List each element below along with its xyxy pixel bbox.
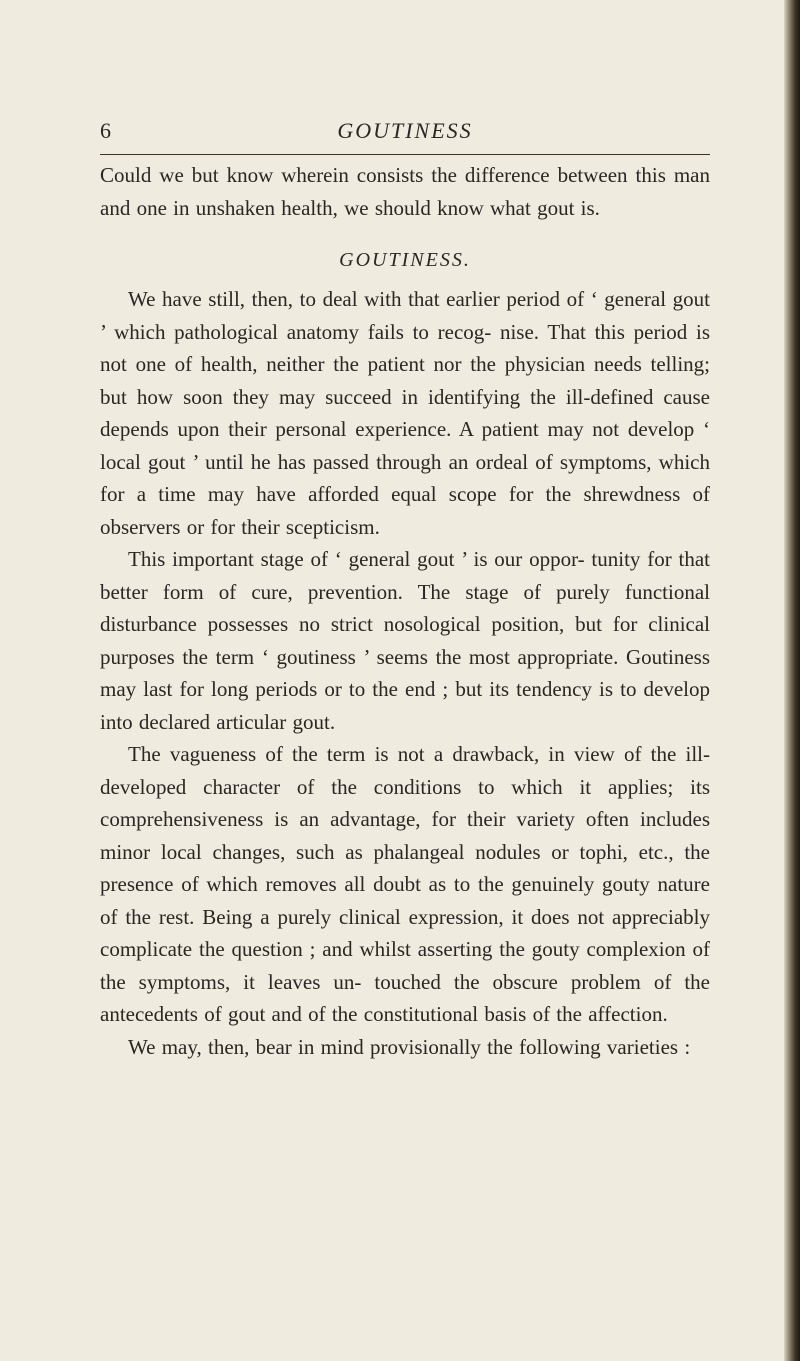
page-number: 6 (100, 118, 111, 143)
body-text (100, 159, 710, 1063)
header-rule (100, 154, 710, 155)
paragraph-4: We may, then, bear in mind provisionally the following varieties : (128, 1034, 691, 1059)
paragraph-2: This important stage of ‘ general gout ’ is our oppor- tunity for that better form of cure, prevention. The stage of purely functional disturbance possesses no strict nosological position, but for clinical purposes the term ‘ goutiness ’ seems the most appropriate. Goutiness may last for long periods or to the end ; but its tendency is to develop into declared articular gout. (100, 547, 710, 734)
page-header (100, 112, 710, 148)
paragraph-1: We have still, then, to deal with that earlier period of ‘ general gout ’ which pathological anatomy fails to recog- nise. That this period is not one of health, neither the patient nor the physician needs telling; but how soon they may succeed in identifying the ill-defined cause depends upon their personal experience. A patient may not develop ‘ local gout ’ until he has passed through an ordeal of symptoms, which for a time may have afforded equal scope for the shrewdness of observers or for their scepticism. (100, 287, 710, 539)
running-title: GOUTINESS (337, 118, 473, 143)
section-heading: GOUTINESS. (339, 249, 471, 271)
paragraph-3: The vagueness of the term is not a drawback, in view of the ill-developed character of the conditions to which it applies; its comprehensiveness is an advantage, for their variety often includes minor local changes, such as phalangeal nodules or tophi, etc., the presence of which removes all doubt as to the genuinely gouty nature of the rest. Being a purely clinical expression, it does not appreciably complicate the question ; and whilst asserting the gouty complexion of the symptoms, it leaves un- touched the obscure problem of the antecedents of gout and of the constitutional basis of the affection. (100, 742, 710, 1026)
intro-paragraph: Could we but know wherein consists the difference between this man and one in unshaken health, we should know what gout is. (100, 163, 710, 220)
page-edge-shadow (784, 0, 800, 1361)
